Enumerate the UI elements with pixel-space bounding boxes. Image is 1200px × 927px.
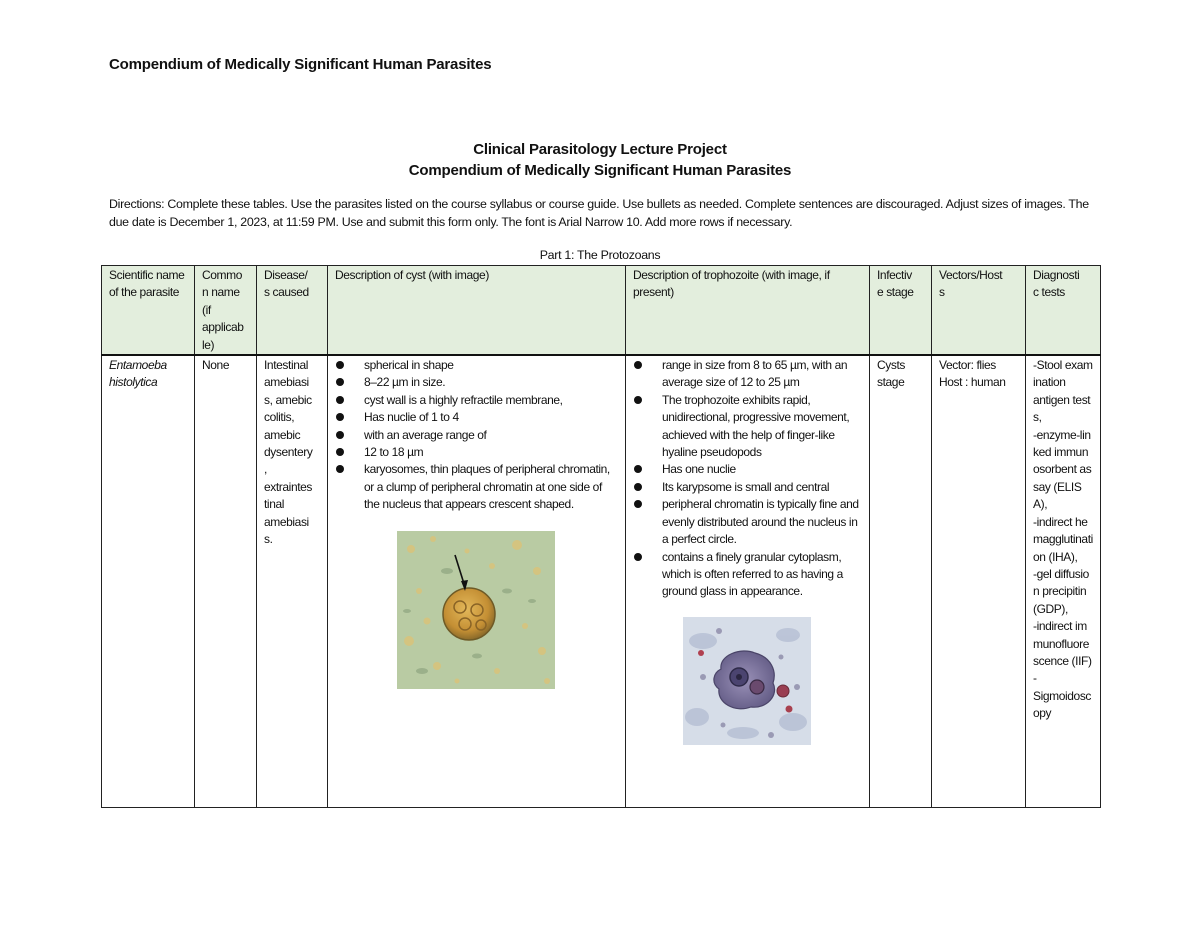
col-header-diagnostic-tests: Diagnosti c tests [1026,266,1101,356]
diagnostic-test: - [1033,671,1037,686]
vectors-hosts-cell [932,355,1026,808]
running-header: Compendium of Medically Significant Human Parasites [109,56,492,73]
col-header-vectors-hosts: Vectors/Host s [932,266,1026,356]
trophozoite-micrograph [683,617,811,745]
trophozoite-bullet-list [633,357,863,601]
diagnostic-test: -enzyme-linked immunosorbent assay (ELISA), [1033,427,1092,512]
col-header-scientific-name: Scientific name of the parasite [102,266,195,356]
list-item: with an average range of [335,427,619,444]
diagnostic-test: -indirect hemagglutination (IHA), [1033,514,1093,564]
list-item: contains a finely granular cytoplasm, which is often referred to as having a ground glass in appearance. [633,549,863,601]
cyst-micrograph [397,531,555,689]
cyst-description-cell [328,355,626,808]
protozoa-table [101,265,1101,808]
list-item: 8–22 µm in size. [335,374,619,391]
col-header-infective-stage: Infectiv e stage [870,266,932,356]
species-name: histolytica [109,375,158,390]
host-text: Host : human [939,375,1006,390]
diagnostic-test: antigen tests, [1033,392,1091,425]
common-name-cell: None [195,355,257,808]
list-item: The trophozoite exhibits rapid, unidirectional, progressive movement, achieved with the help of finger-like hyaline pseudopods [633,392,863,462]
genus-name: Entamoeba [109,358,167,373]
diagnostic-test: -gel diffusion precipitin (GDP), [1033,566,1089,616]
list-item: spherical in shape [335,357,619,374]
col-header-cyst: Description of cyst (with image) [328,266,626,356]
list-item: Has one nuclie [633,461,863,478]
project-title: Clinical Parasitology Lecture Project [473,141,727,158]
cyst-bullet-list [335,357,619,514]
table-row [102,355,1101,808]
col-header-diseases: Disease/ s caused [257,266,328,356]
diagnostic-test: Sigmoidoscopy [1033,688,1092,721]
compendium-title: Compendium of Medically Significant Human Parasites [408,162,792,179]
list-item: peripheral chromatin is typically fine and evenly distributed around the nucleus in a perfect circle. [633,496,863,548]
part-caption: Part 1: The Protozoans [539,248,661,262]
infective-stage-cell: Cysts stage [870,355,932,808]
trophozoite-description-cell [626,355,870,808]
scientific-name-cell [102,355,195,808]
title-block [0,139,1200,181]
list-item: karyosomes, thin plaques of peripheral chromatin, or a clump of peripheral chromatin at one side of the nucleus that appears crescent shaped. [335,461,619,513]
col-header-trophozoite: Description of trophozoite (with image, if present) [626,266,870,356]
diagnostic-tests-cell [1026,355,1101,808]
directions-text: Directions: Complete these tables. Use the parasites listed on the course syllabus or course guide. Use bullets as needed. Complete sentences are discouraged. Adjust sizes of images. The due date is December 1, 2023, at 11:59 PM. Use and submit this form only. The font is Arial Narrow 10. Add more rows if necessary. [109,197,1089,229]
list-item: Has nuclie of 1 to 4 [335,409,619,426]
header-row [102,266,1101,356]
col-header-common-name: Commo n name (if applicab le) [195,266,257,356]
diagnostic-test: -Stool examination [1033,358,1093,390]
list-item: Its karypsome is small and central [633,479,863,496]
list-item: cyst wall is a highly refractile membrane, [335,392,619,409]
diagnostic-test: -indirect immunofluorescence (IIF) [1033,619,1092,668]
list-item: 12 to 18 µm [335,444,619,461]
disease-cell: Intestinal amebiasi s, amebic colitis, amebic dysentery , extraintes tinal amebiasi s. [257,355,328,808]
list-item: range in size from 8 to 65 µm, with an average size of 12 to 25 µm [633,357,863,392]
vector-text: Vector: flies [939,358,996,373]
